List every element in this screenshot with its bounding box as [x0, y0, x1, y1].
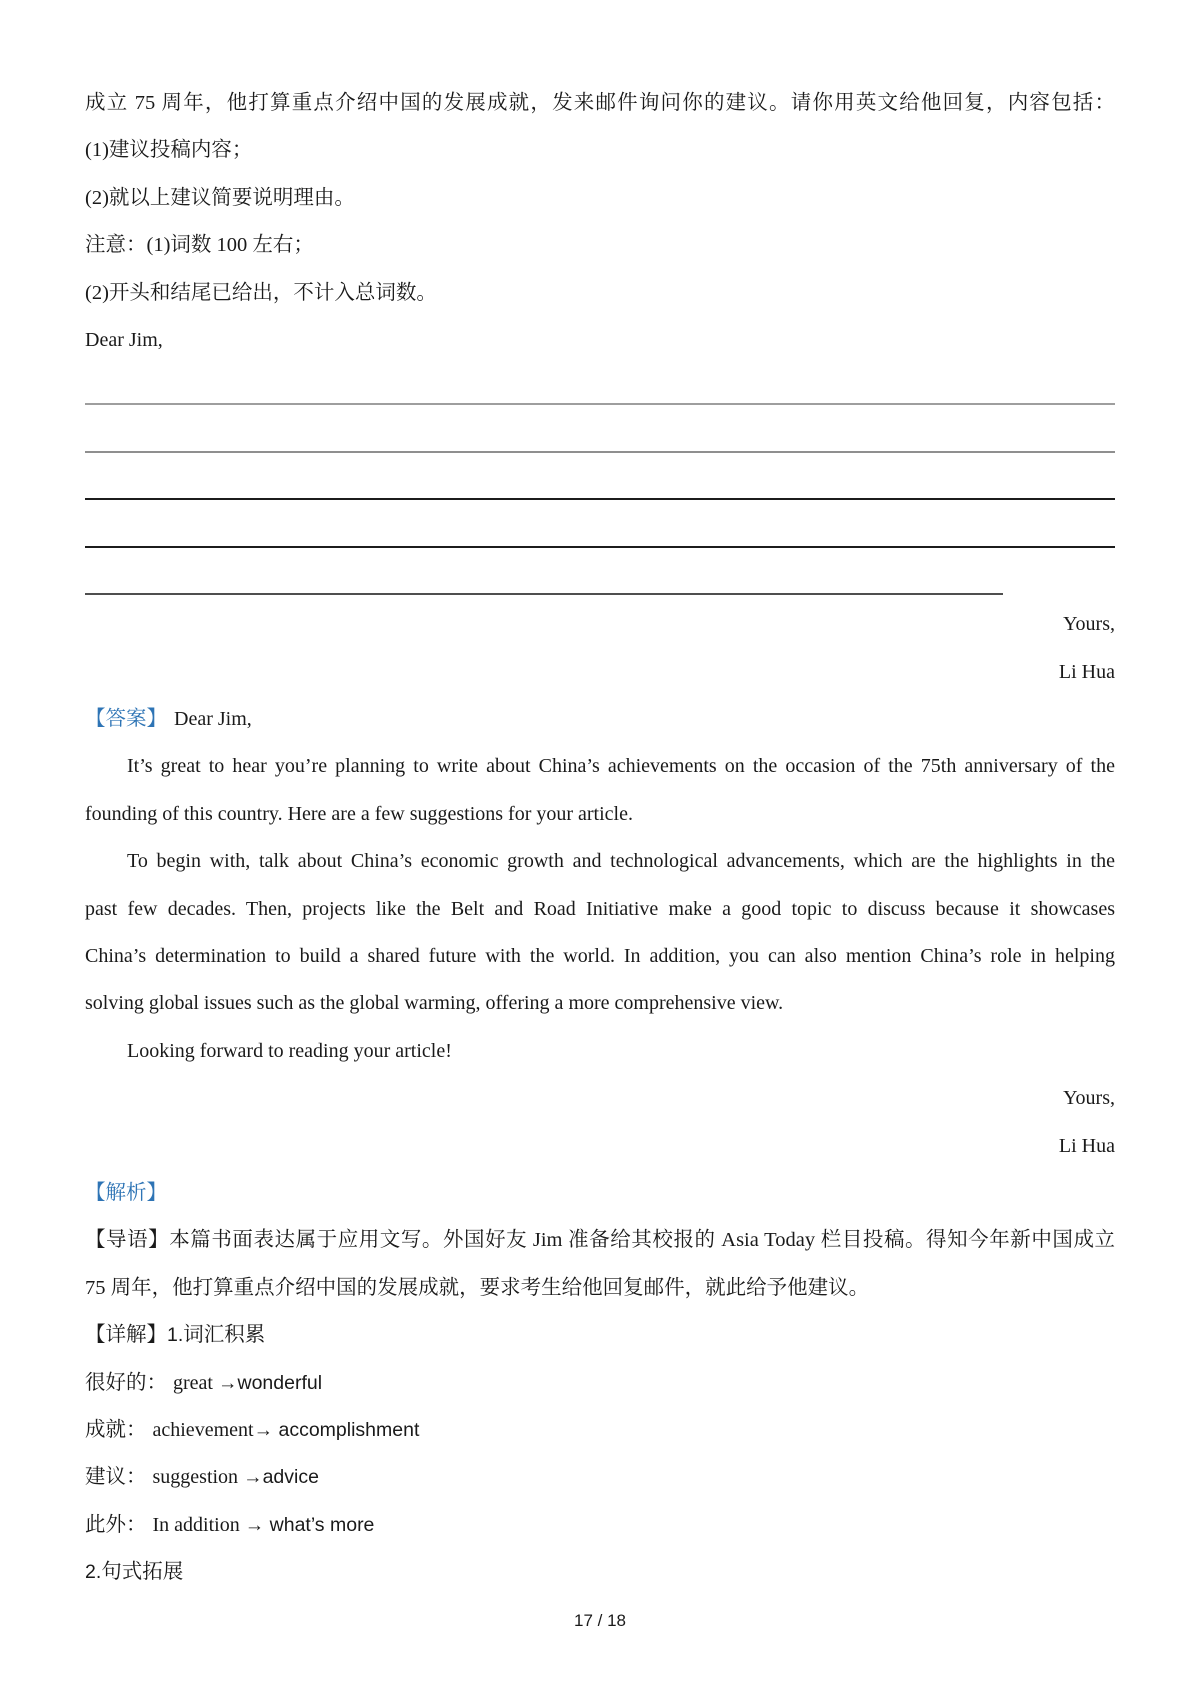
answer-salutation: Dear Jim, [174, 708, 252, 731]
vocab-chinese: 此外： [85, 1513, 147, 1536]
vocab-word: achievement [152, 1418, 254, 1441]
letter-signature: Li Hua [1058, 660, 1115, 683]
detail-section-title: 词汇积累 [183, 1324, 266, 1347]
vocab-synonym: →advice [243, 1466, 319, 1489]
vocab-synonym: → what’s more [244, 1513, 375, 1536]
blank-underline [85, 364, 1115, 405]
prompt-note-1: 注意：(1)词数 100 左右； [85, 234, 314, 257]
answer-paragraph3: Looking forward to reading your article! [127, 1039, 452, 1062]
prompt-point-2: (2)就以上建议简要说明理由。 [85, 186, 355, 209]
writing-line-4 [85, 507, 1115, 554]
prompt-note-2: (2)开头和结尾已给出，不计入总词数。 [85, 281, 437, 304]
intro-label: 【导语】 [85, 1229, 170, 1252]
answer-paragraph1-line2: founding of this country. Here are a few suggestions for your article. [85, 802, 633, 825]
blank-underline [85, 554, 1003, 595]
analysis-intro-line1 [85, 1217, 1115, 1264]
vocab-word: great [173, 1371, 218, 1394]
vocab-chinese: 很好的： [85, 1371, 167, 1394]
blank-underline [85, 412, 1115, 453]
answer-paragraph2-line1: To begin with, talk about China’s economic growth and technological advancements, which are the highlights in the [127, 850, 1115, 873]
answer-signature: Li Hua [1058, 1134, 1115, 1157]
analysis-label: 【解析】 [85, 1181, 167, 1204]
answer-paragraph2-line3: China’s determination to build a shared future with the world. In addition, you can also mention China’s role in helping [85, 945, 1115, 968]
detail-section-number: 1. [167, 1324, 184, 1347]
blank-underline [85, 459, 1115, 500]
section2-number: 2. [85, 1561, 102, 1584]
answer-paragraph1-line1: It’s great to hear you’re planning to write about China’s achievements on the occasion of the 75th anniversary of the [127, 755, 1115, 778]
prompt-line-1: 成立 75 周年，他打算重点介绍中国的发展成就，发来邮件询问你的建议。请你用英文给他回复，内容包括： [85, 92, 1115, 114]
prompt-point-1: (1)建议投稿内容； [85, 139, 253, 162]
answer-paragraph2-line2: past few decades. Then, projects like the Belt and Road Initiative make a good topic to discuss because it showcases [85, 897, 1115, 920]
vocab-item [85, 1454, 1115, 1501]
vocab-word: In addition [152, 1513, 245, 1536]
vocab-chinese: 建议： [85, 1466, 147, 1489]
page-number: 17 / 18 [574, 1610, 626, 1630]
analysis-detail-heading [85, 1312, 1115, 1359]
analysis-section2-heading [85, 1549, 1115, 1596]
answer-paragraph2-line4: solving global issues such as the global warming, offering a more comprehensive view. [85, 992, 784, 1015]
writing-line-3 [85, 459, 1115, 506]
vocab-item [85, 1407, 1115, 1454]
intro-text-line1: 本篇书面表达属于应用文写。外国好友 Jim 准备给其校报的 Asia Today 栏目投稿。得知今年新中国成立 [169, 1229, 1115, 1252]
letter-closing: Yours, [1063, 613, 1115, 636]
detail-label: 【详解】 [85, 1324, 167, 1347]
writing-line-1 [85, 364, 1115, 411]
analysis-intro-line2: 75 周年，他打算重点介绍中国的发展成就，要求考生给他回复邮件，就此给予他建议。 [85, 1276, 870, 1299]
vocab-item [85, 1360, 1115, 1407]
answer-heading-row [85, 696, 1115, 743]
vocab-item [85, 1502, 1115, 1549]
vocab-chinese: 成就： [85, 1418, 147, 1441]
blank-underline [85, 507, 1115, 548]
section2-title: 句式拓展 [101, 1561, 184, 1584]
vocab-synonym: → accomplishment [253, 1418, 420, 1441]
letter-salutation: Dear Jim, [85, 328, 163, 351]
answer-closing: Yours, [1063, 1087, 1115, 1110]
answer-label: 【答案】 [85, 708, 167, 731]
vocab-synonym: →wonderful [217, 1371, 323, 1394]
vocab-word: suggestion [152, 1466, 244, 1489]
writing-line-2 [85, 412, 1115, 459]
writing-line-5 [85, 554, 1115, 601]
